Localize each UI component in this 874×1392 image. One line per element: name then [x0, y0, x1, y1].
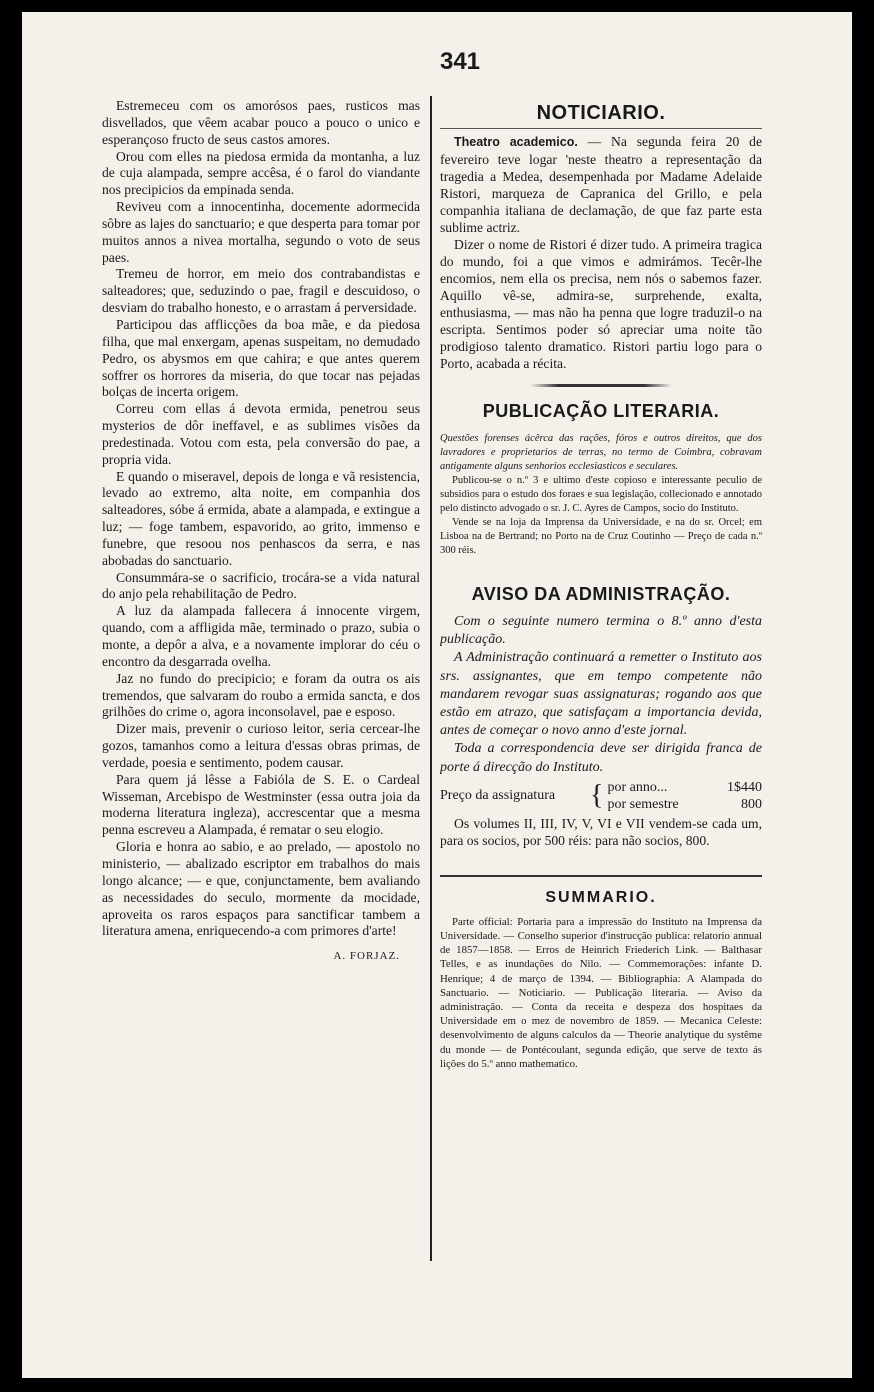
price-option [607, 779, 762, 796]
price-option [607, 796, 762, 813]
paragraph: Reviveu com a innocentinha, docemente adormecida sôbre as lajes do sanctuario; e que desperta para tomar por muitos annos a nivea mortalha, segundo o voto de seus paes. [102, 199, 420, 265]
author-signature: A. FORJAZ. [333, 950, 400, 963]
paragraph: Orou com elles na piedosa ermida da montanha, a luz de cuja alampada, sempre accêsa, é o farol do viandante nos precipicios da empinada senda. [102, 148, 420, 198]
summario-title: SUMMARIO. [545, 888, 657, 906]
noticiario-paragraph: Dizer o nome de Ristori é dizer tudo. A primeira tragica do mundo, foi a que vimos e admirámos. Tecêr-lhe encomios, nem ella os precisa, nem nós o sabemos fazer. Aquillo vê-se, admira-se, surprehende, exalta, enthusiasma, — mas não ha penna que logre traduzil-o na escripta. Sentimos poder só apreciar uma noite tão prodigioso talento dramatico. Ristori partiu logo para o Porto, acabada a récita. [440, 237, 762, 371]
brace-glyph: { [590, 779, 604, 811]
aviso-title: AVISO DA ADMINISTRAÇÃO. [471, 584, 731, 604]
price-table [440, 779, 762, 813]
aviso-paragraph: Os volumes II, III, IV, V, VI e VII vendem-se cada um, para os socios, por 500 réis: para não socios, 800. [440, 815, 762, 848]
paragraph: Participou das afflicções da boa mãe, e da piedosa filha, que mal enxergam, apenas suspeitam, no demudado Pedro, os abysmos em que cahira; e que antes querem soffrer os horrores da miseria, do que tocar nas pejadas bolças de incerta origem. [102, 316, 420, 400]
paragraph: A luz da alampada fallecera á innocente virgem, quando, com a affligida mãe, terminado o prazo, subia o monte, a depôr a alva, e a novamente implorar do céu o encontro da desgarrada ovelha. [102, 603, 420, 669]
paragraph: Jaz no fundo do precipicio; e foram da outra os ais tremendos, que salvaram do roubo a ermida sancta, e dos grilhões do crime o, agora inconsolavel, pae e esposo. [102, 670, 420, 720]
paragraph: Tremeu de horror, em meio dos contrabandistas e salteadores; que, seduzindo o pae, fragil e descuidoso, o desviam do trabalho honesto, e o arrastam á perversidade. [102, 266, 420, 316]
paragraph: Dizer mais, prevenir o curioso leitor, seria cercear-lhe gozos, tamanhos como a leitura d'essas obras primas, de verdade, poesia e sentimento, podem causar. [102, 721, 420, 770]
right-column [440, 98, 762, 1248]
paragraph: Consummára-se o sacrificio, trocára-se a vida natural do anjo pela rehabilitação de Pedro. [102, 569, 420, 602]
summario-text: Parte official: Portaria para a impressão do Instituto na Imprensa da Universidade. — Conselho superior d'instrucção publica: relatorio annual de 1857—1858. — Erros de Heinrich Friederich Link. — Balthasar Telles, e as inundações do Nilo. — Commemorações: infante D. Henrique; 4 de março de 1394. — Bibliographia: A Alampada do Sanctuario. — Noticiario. — Publicação literaria. — Aviso da administração. — Conta da receita e despeza dos hospitaes da Universidade em o mez de novembro de 1859. — Mecanica Celeste: desenvolvimento de alguns calculos da — Theorie analytique du systême du monde — de Pontécoulant, segunda edição, que serve de texto ás lições do 5.º anno mathematico. [440, 915, 762, 1070]
publicacao-paragraph: Vende se na loja da Imprensa da Universidade, e na do sr. Orcel; em Lisboa na de Bertrand; no Porto na de Cruz Coutinho — Preço de cada n.º 300 réis. [440, 517, 762, 556]
noticiario-lead: Theatro academico. [454, 135, 578, 149]
price-option-label: por semestre [607, 796, 679, 812]
page-number: 341 [439, 48, 481, 75]
noticiario-title: NOTICIARIO. [440, 98, 762, 129]
paragraph: E quando o miseravel, depois de longa e vã resistencia, levado ao extremo, alta noite, em companhia dos salteadores, sóbe á ermida, abate a alampada, e extingue a luz; — foge tambem, espavorido, ao grito, immenso e funebre, que resoou nos penhascos da serra, e nas abobadas do sanctuario. [102, 468, 420, 568]
newspaper-page [22, 12, 852, 1378]
paragraph: Gloria e honra ao sabio, e ao prelado, — apostolo no ministerio, — abalizado escriptor em trabalhos do mais longo alcance; — e que, conjunctamente, bem avaliando as necessidades do seculo, mormente da mocidade, aproveita os raros espaços para sanctificar tambem a literatura amena, enriquecendo-a com primores d'arte! [102, 839, 420, 939]
paragraph: Para quem já lêsse a Fabióla de S. E. o Cardeal Wisseman, Arcebispo de Westminster (essa outra joia da moderna literatura ingleza), accrescentar que a mesma penna escreveu a Alampada, é rematar o seu elogio. [102, 771, 420, 838]
column-divider [430, 96, 432, 1261]
noticiario-paragraph [440, 133, 762, 236]
section-ornament [530, 384, 672, 387]
publicacao-title: PUBLICAÇÃO LITERARIA. [482, 401, 720, 421]
aviso-paragraph: A Administração continuará a remetter o Instituto aos srs. assignantes, que em tempo competente não mandarem revogar suas assignaturas; rogando aos que estão em atrazo, que satisfaçam a importancia devida, antes de começar o novo anno d'este jornal. [440, 650, 762, 739]
paragraph: Estremeceu com os amorósos paes, rusticos mas disvellados, que vêem acabar pouco a pouco o unico e esperançoso fructo de seus castos amores. [102, 98, 420, 147]
noticiario-text: — Na segunda feira 20 de fevereiro teve logar 'neste theatro a representação da tragedia a Medea, desempenhada por Madame Adelaide Ristori, marqueza de Capranica del Grillo, e pela companhia italiana de declamação, de que faz parte esta sublime actriz. [440, 134, 762, 235]
summary-rule [440, 875, 762, 877]
price-options [607, 779, 762, 813]
aviso-paragraph: Toda a correspondencia deve ser dirigida franca de porte á direcção do Instituto. [440, 741, 762, 775]
price-label: Preço da assignatura [440, 787, 556, 803]
price-option-value: 1$440 [727, 779, 762, 795]
publicacao-paragraph: Publicou-se o n.º 3 e ultimo d'este copioso e interessante peculio de subsidios para o estudo dos foraes e sua legislação, collecionado e annotado pelo distincto advogado o sr. J. C. Ayres de Campos, socio do Instituto. [440, 475, 762, 514]
price-option-label: por anno... [607, 779, 668, 795]
left-column [102, 98, 420, 1268]
paragraph: Correu com ellas á devota ermida, penetrou seus mysterios de dôr ineffavel, e as sublimes visões da predestinada. Votou com esta, pela conversão do pae, a propria vida. [102, 401, 420, 467]
aviso-paragraph: Com o seguinte numero termina o 8.º anno d'esta publicação. [440, 614, 762, 648]
price-option-value: 800 [741, 796, 762, 812]
book-title: Questões forenses ácêrca das rações, fóros e outros direitos, que dos lavradores e proprietarios de terras, no termo de Coimbra, cobravam antigamente alguns senhorios ecclesiasticos e seculares. [440, 433, 762, 472]
